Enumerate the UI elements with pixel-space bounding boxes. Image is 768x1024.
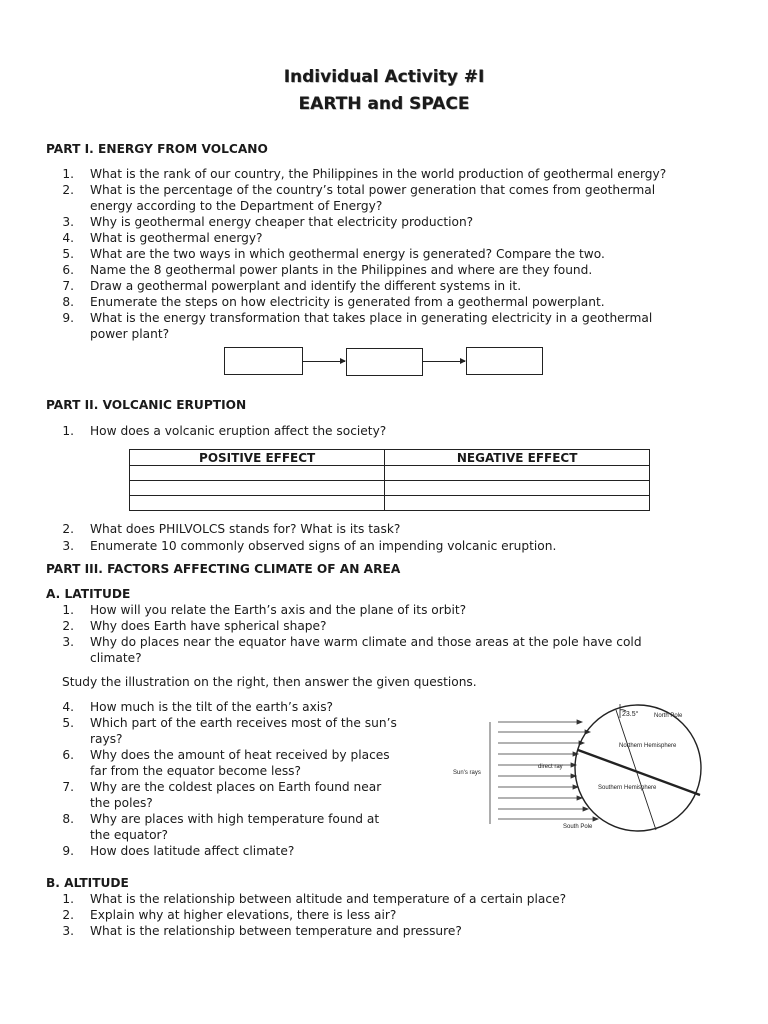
question-text: Enumerate the steps on how electricity is generated from a geothermal powerplant.	[90, 295, 605, 309]
question-text: What is the rank of our country, the Philippines in the world production of geothermal energy?	[90, 167, 667, 181]
southern-hemisphere-label: Southern Hemisphere	[598, 785, 657, 791]
question-number: 5.	[62, 716, 74, 730]
effects-table	[129, 449, 650, 511]
direct-ray-label: direct ray	[538, 764, 563, 770]
altitude-heading: B. ALTITUDE	[46, 876, 129, 890]
question-text: energy according to the Department of Energy?	[90, 199, 383, 213]
document-subtitle: EARTH and SPACE	[298, 94, 470, 114]
negative-effect-cell[interactable]	[385, 496, 650, 511]
question-number: 7.	[62, 780, 74, 794]
question-number: 5.	[62, 247, 74, 261]
question-text: the equator?	[90, 828, 169, 842]
negative-effect-header: NEGATIVE EFFECT	[385, 450, 650, 466]
question-text: Which part of the earth receives most of the sun’s	[90, 716, 397, 730]
positive-effect-cell[interactable]	[130, 496, 385, 511]
question-text: What is the energy transformation that takes place in generating electricity in a geothermal	[90, 311, 653, 325]
part2-heading: PART II. VOLCANIC ERUPTION	[46, 398, 247, 412]
question-text: rays?	[90, 732, 123, 746]
question-text: Why are places with high temperature found at	[90, 812, 380, 826]
question-text: power plant?	[90, 327, 170, 341]
question-number: 3.	[62, 924, 74, 938]
question-number: 1.	[62, 424, 74, 438]
energy-box-2[interactable]	[346, 348, 423, 376]
question-number: 3.	[62, 215, 74, 229]
part3-heading: PART III. FACTORS AFFECTING CLIMATE OF AN AREA	[46, 562, 401, 576]
table-row	[130, 496, 650, 511]
question-text: How does a volcanic eruption affect the society?	[90, 424, 387, 438]
question-text: What is the relationship between altitude and temperature of a certain place?	[90, 892, 567, 906]
illustration-instruction: Study the illustration on the right, then answer the given questions.	[62, 675, 477, 689]
question-text: Why are the coldest places on Earth found near	[90, 780, 382, 794]
question-number: 8.	[62, 295, 74, 309]
question-number: 2.	[62, 619, 74, 633]
question-text: What does PHILVOLCS stands for? What is its task?	[90, 522, 401, 536]
question-text: What is geothermal energy?	[90, 231, 263, 245]
sun-rays	[490, 720, 598, 824]
question-number: 8.	[62, 812, 74, 826]
negative-effect-cell[interactable]	[385, 481, 650, 496]
north-pole-label: North Pole	[654, 713, 683, 719]
question-number: 2.	[62, 522, 74, 536]
table-row	[130, 481, 650, 496]
earth-circle	[575, 705, 701, 831]
question-number: 1.	[62, 603, 74, 617]
positive-effect-header: POSITIVE EFFECT	[130, 450, 385, 466]
question-text: the poles?	[90, 796, 153, 810]
question-number: 6.	[62, 263, 74, 277]
question-number: 2.	[62, 908, 74, 922]
flow-arrow-2	[422, 361, 465, 362]
flow-arrow-1	[302, 361, 345, 362]
question-number: 4.	[62, 231, 74, 245]
question-text: How much is the tilt of the earth’s axis?	[90, 700, 334, 714]
question-text: What are the two ways in which geothermal energy is generated? Compare the two.	[90, 247, 605, 261]
latitude-heading: A. LATITUDE	[46, 587, 131, 601]
question-text: Name the 8 geothermal power plants in the Philippines and where are they found.	[90, 263, 593, 277]
energy-box-1[interactable]	[224, 347, 303, 375]
question-text: Why do places near the equator have warm climate and those areas at the pole have cold	[90, 635, 642, 649]
question-text: Explain why at higher elevations, there is less air?	[90, 908, 397, 922]
earth-tilt-diagram	[448, 700, 704, 835]
question-text: far from the equator become less?	[90, 764, 301, 778]
suns-rays-label: Sun's rays	[453, 770, 481, 776]
question-text: Why does the amount of heat received by places	[90, 748, 390, 762]
question-number: 4.	[62, 700, 74, 714]
energy-box-3[interactable]	[466, 347, 543, 375]
question-number: 9.	[62, 844, 74, 858]
angle-label: 23.5°	[622, 711, 639, 718]
question-number: 3.	[62, 635, 74, 649]
table-row	[130, 466, 650, 481]
question-text: Why does Earth have spherical shape?	[90, 619, 327, 633]
part1-heading: PART I. ENERGY FROM VOLCANO	[46, 142, 268, 156]
question-text: What is the relationship between temperature and pressure?	[90, 924, 462, 938]
question-number: 2.	[62, 183, 74, 197]
question-text: Why is geothermal energy cheaper that electricity production?	[90, 215, 474, 229]
question-number: 1.	[62, 892, 74, 906]
question-number: 1.	[62, 167, 74, 181]
question-text: How will you relate the Earth’s axis and the plane of its orbit?	[90, 603, 467, 617]
question-text: How does latitude affect climate?	[90, 844, 295, 858]
south-pole-label: South Pole	[563, 824, 593, 830]
document-title: Individual Activity #I	[283, 67, 485, 87]
question-text: climate?	[90, 651, 142, 665]
question-number: 7.	[62, 279, 74, 293]
positive-effect-cell[interactable]	[130, 481, 385, 496]
question-text: What is the percentage of the country’s total power generation that comes from geothermal	[90, 183, 656, 197]
question-number: 6.	[62, 748, 74, 762]
question-text: Enumerate 10 commonly observed signs of an impending volcanic eruption.	[90, 539, 557, 553]
question-number: 3.	[62, 539, 74, 553]
negative-effect-cell[interactable]	[385, 466, 650, 481]
positive-effect-cell[interactable]	[130, 466, 385, 481]
question-text: Draw a geothermal powerplant and identify the different systems in it.	[90, 279, 522, 293]
earth-axis	[616, 710, 656, 830]
northern-hemisphere-label: Northern Hemisphere	[619, 743, 677, 749]
question-number: 9.	[62, 311, 74, 325]
